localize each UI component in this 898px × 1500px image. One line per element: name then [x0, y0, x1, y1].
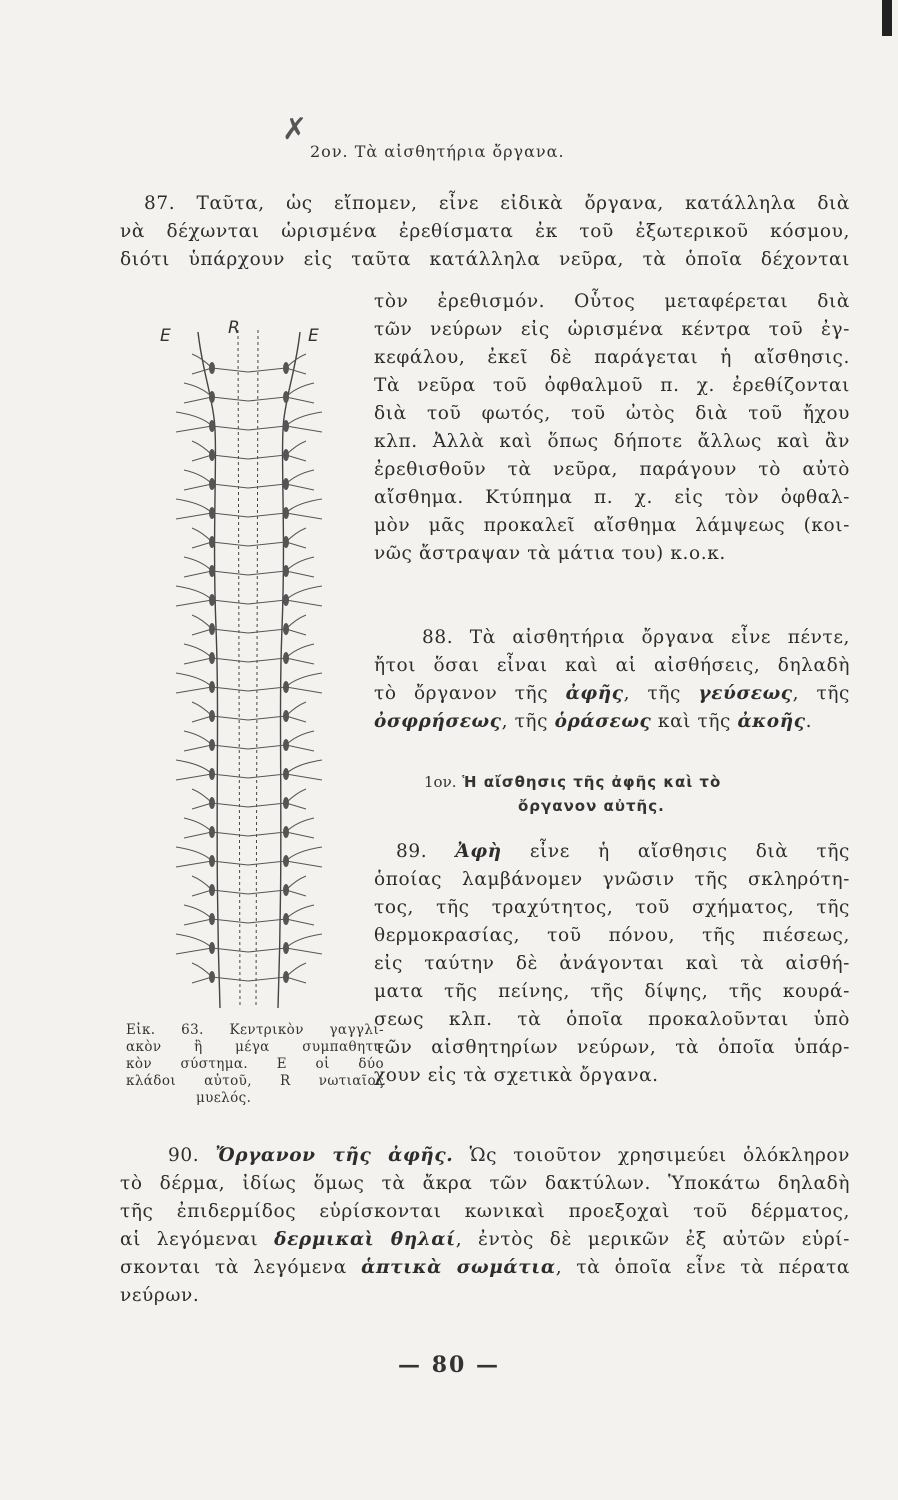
text-line: ματα τῆς πείνης, τῆς δίψης, τῆς κουρά-	[374, 981, 850, 1002]
subheading-touch	[424, 770, 721, 818]
nerve-chain-illustration	[150, 328, 350, 1018]
figure-label-r: R	[228, 318, 240, 338]
text-line: εἰς ταύτην δὲ ἀνάγονται καὶ τὰ αἰσθή-	[374, 953, 850, 974]
text-line	[374, 680, 850, 708]
scan-edge-mark	[882, 0, 892, 36]
text-line: ἤτοι ὅσαι εἶναι καὶ αἱ αἰσθήσεις, δηλαδὴ	[374, 655, 850, 676]
nerve-branch	[248, 470, 314, 490]
caption-line: Εἰκ. 63. Κεντρικὸν γαγγλι-	[126, 1022, 384, 1038]
text-line: θερμοκρασίας, τοῦ πόνου, τῆς πιέσεως,	[374, 925, 850, 946]
text-line: τῆς ἐπιδερμίδος εὑρίσκονται κωνικαὶ προεξοχαὶ τοῦ δέρματος,	[120, 1201, 850, 1222]
text-run: τὸ ὄργανον τῆς	[374, 683, 566, 704]
subheading-line: ὄργανον αὐτῆς.	[518, 797, 665, 815]
text-line: διότι ὑπάρχουν εἰς ταῦτα κατάλληλα νεῦρα, τὰ ὁποῖα δέχονται	[120, 249, 850, 270]
paragraph-89	[374, 838, 850, 1090]
text-line: τος, τῆς τραχύτητος, τοῦ σχήματος, τῆς	[374, 897, 850, 918]
text-line: ἐρεθισθοῦν τὰ νεῦρα, παράγουν τὸ αὐτὸ	[374, 459, 850, 480]
emphasis-taste: γεύσεως	[698, 683, 793, 704]
text-line: μὸν μᾶς προκαλεῖ αἴσθημα λάμψεως (κοι-	[374, 515, 850, 536]
nerve-branch	[192, 615, 248, 635]
text-line: τῶν αἰσθητηρίων νεύρων, τὰ ὁποῖα ὑπάρ-	[374, 1037, 850, 1058]
text-run: .	[805, 711, 813, 732]
text-line: Τὰ νεῦρα τοῦ ὀφθαλμοῦ π. χ. ἐρεθίζονται	[374, 375, 850, 396]
text-line	[374, 708, 850, 736]
figure-label-e-right: E	[308, 326, 319, 346]
text-line: ὁποίας λαμβάνομεν γνῶσιν τῆς σκληρότη-	[374, 869, 850, 890]
caption-line: κὸν σύστημα. E οἱ δύο	[126, 1056, 384, 1072]
text-run: , τῆς	[623, 683, 699, 704]
text-line: κεφάλου, ἐκεῖ δὲ παράγεται ἡ αἴσθησις.	[374, 347, 850, 368]
section-title: 2ον. Τὰ αἰσθητήρια ὄργανα.	[310, 142, 565, 161]
subheading-number: 1ον.	[424, 773, 457, 791]
nerve-branch	[248, 528, 306, 548]
emphasis-sight: ὁράσεως	[554, 711, 652, 732]
nerve-branch	[248, 905, 314, 925]
text-line: αἴσθημα. Κτύπημα π. χ. εἰς τὸν ὀφθαλ-	[374, 487, 850, 508]
caption-line: κλάδοι αὐτοῦ, R νωτιαῖος	[126, 1073, 384, 1089]
figure-caption	[126, 1022, 384, 1107]
paragraph-number: 89.	[396, 841, 428, 862]
emphasis-hearing: ἀκοῆς	[737, 711, 806, 732]
caption-line: ακὸν ἢ μέγα συμπαθητι-	[126, 1039, 384, 1055]
nerve-branch	[192, 528, 248, 548]
term-organ-of-touch: Ὄργανον τῆς ἀφῆς.	[215, 1145, 454, 1166]
text-run: , τὰ ὁποῖα εἶνε τὰ πέρατα	[555, 1257, 850, 1278]
text-run: εἶνε ἡ αἴσθησις διὰ τῆς	[501, 841, 851, 862]
text-run: καὶ τῆς	[651, 711, 738, 732]
nerve-branch	[192, 876, 248, 896]
nerve-branch	[248, 963, 306, 983]
nerve-branch	[248, 876, 306, 896]
page-number: — 80 —	[398, 1352, 500, 1378]
emphasis-touch: ἀφῆς	[565, 683, 624, 704]
paragraph-87-intro	[120, 190, 850, 274]
term-dermal-papillae: δερμικαὶ θηλαί	[274, 1229, 456, 1250]
nerve-branch	[248, 702, 306, 722]
text-line: 87. Ταῦτα, ὡς εἴπομεν, εἶνε εἰδικὰ ὄργανα, κατάλληλα διὰ	[144, 193, 850, 214]
subheading-line	[424, 770, 721, 794]
paragraph-90	[120, 1142, 850, 1310]
figure-label-e-left: E	[160, 326, 171, 346]
text-run: , ἐντὸς δὲ μερικῶν ἐξ αὐτῶν εὑρί-	[455, 1229, 850, 1250]
nerve-branch	[248, 441, 306, 461]
term-touch: Ἀφὴ	[455, 841, 502, 862]
text-run: , τῆς	[792, 683, 850, 704]
text-line: νῶς ἄστραψαν τὰ μάτια του) κ.ο.κ.	[374, 543, 726, 564]
nerve-branch	[192, 441, 248, 461]
nerve-branch	[192, 354, 248, 374]
text-line: τῶν νεύρων εἰς ὡρισμένα κέντρα τοῦ ἐγ-	[374, 319, 850, 340]
emphasis-smell: ὀσφρήσεως	[374, 711, 502, 732]
text-line: νεύρων.	[120, 1285, 200, 1306]
subheading-text: Ἡ αἴσθησις τῆς ἀφῆς καὶ τὸ	[462, 773, 722, 791]
text-line	[120, 1254, 850, 1282]
text-line: τὸ δέρμα, ἰδίως ὅμως τὰ ἄκρα τῶν δακτύλων. Ὑποκάτω δηλαδὴ	[120, 1173, 850, 1194]
nerve-branch	[184, 905, 248, 925]
nerve-branch	[248, 557, 314, 577]
text-line: τὸν ἐρεθισμόν. Οὗτος μεταφέρεται διὰ	[374, 291, 850, 312]
ink-smudge: ✗	[282, 112, 308, 147]
nerve-branch	[192, 702, 248, 722]
text-line: σεως κλπ. τὰ ὁποῖα προκαλοῦνται ὑπὸ	[374, 1009, 850, 1030]
text-line: 88. Τὰ αἰσθητήρια ὄργανα εἶνε πέντε,	[422, 627, 850, 648]
text-line: διὰ τοῦ φωτός, τοῦ ὠτὸς διὰ τοῦ ἤχου	[374, 403, 850, 424]
figure-sympathetic-nervous-system	[150, 318, 350, 1018]
term-tactile-corpuscles: ἁπτικὰ σωμάτια	[361, 1257, 556, 1278]
text-run: αἱ λεγόμεναι	[120, 1229, 275, 1250]
text-line	[120, 1226, 850, 1254]
text-line: χουν εἰς τὰ σχετικὰ ὄργανα.	[374, 1065, 659, 1086]
paragraph-87-column	[374, 288, 850, 568]
text-run: , τῆς	[501, 711, 555, 732]
text-line: κλπ. Ἀλλὰ καὶ ὅπως δήποτε ἄλλως καὶ ἂν	[374, 431, 850, 452]
paragraph-number: 90.	[168, 1145, 200, 1166]
nerve-branch	[248, 354, 306, 374]
text-line	[374, 838, 850, 866]
paragraph-88	[374, 624, 850, 736]
nerve-branch	[184, 731, 248, 751]
text-run: σκονται τὰ λεγόμενα	[120, 1257, 362, 1278]
text-line	[120, 1142, 850, 1170]
text-run: Ὡς τοιοῦτον χρησιμεύει ὁλόκληρον	[453, 1145, 851, 1166]
text-line: νὰ δέχωνται ὡρισμένα ἐρεθίσματα ἐκ τοῦ ἐξωτερικοῦ κόσμου,	[120, 221, 850, 242]
nerve-branch	[184, 818, 248, 838]
caption-line: μυελός.	[196, 1090, 252, 1106]
